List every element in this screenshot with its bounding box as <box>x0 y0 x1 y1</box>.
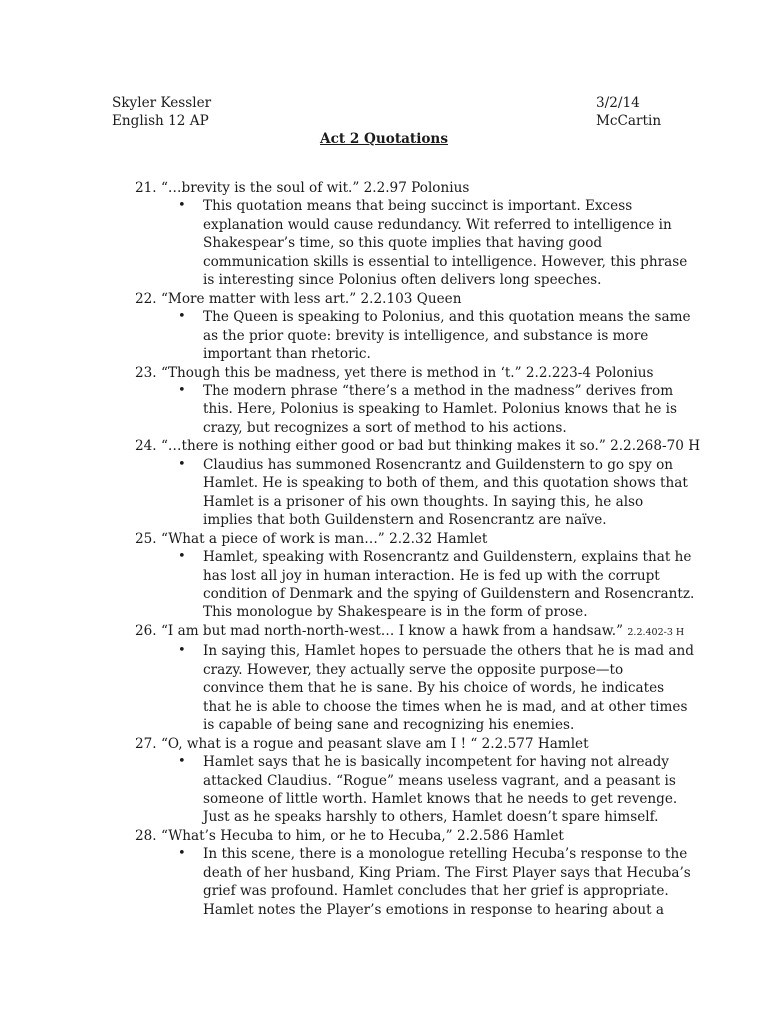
quotation-line <box>135 735 665 753</box>
quotation-text: “…there is nothing either good or bad but thinking makes it so.” 2.2.268-70 H <box>160 438 701 455</box>
analysis-line: has lost all joy in human interaction. He is fed up with the corrupt <box>203 567 660 584</box>
bullet-icon: • <box>178 549 186 565</box>
analysis-line: Just as he speaks harshly to others, Hamlet doesn’t spare himself. <box>203 809 659 826</box>
quotation-line <box>135 179 665 197</box>
analysis-line: someone of little worth. Hamlet knows that he needs to get revenge. <box>203 790 678 807</box>
analysis-bullet <box>135 845 691 919</box>
analysis-line: crazy, but recognizes a sort of method to his actions. <box>203 419 567 436</box>
quotation-number: 24. <box>135 438 157 455</box>
bullet-icon: • <box>178 309 186 325</box>
analysis-line: attacked Claudius. “Rogue” means useless vagrant, and a peasant is <box>203 772 676 789</box>
quotation-number: 28. <box>135 827 157 844</box>
teacher-name: McCartin <box>596 113 662 129</box>
quotation-text: “I am but mad north-north-west… I know a hawk from a handsaw.” <box>160 622 624 639</box>
analysis-bullet <box>135 642 694 734</box>
analysis-line: explanation would cause redundancy. Wit referred to intelligence in <box>203 216 672 233</box>
quotation-text: “More matter with less art.” 2.2.103 Queen <box>160 290 462 307</box>
analysis-line: In this scene, there is a monologue retelling Hecuba’s response to the <box>203 846 688 863</box>
quotation-entry <box>135 622 694 735</box>
quotation-entry <box>135 735 678 827</box>
analysis-bullet <box>135 456 688 530</box>
analysis-line: The Queen is speaking to Polonius, and this quotation means the same <box>203 309 691 326</box>
quotation-entry <box>135 364 678 438</box>
analysis-line: This monologue by Shakespeare is in the form of prose. <box>203 604 588 621</box>
bullet-icon: • <box>178 754 186 770</box>
quotation-citation: 2.2.402-3 H <box>627 626 685 638</box>
quotation-line <box>135 364 665 382</box>
analysis-line: Hamlet notes the Player’s emotions in response to hearing about a <box>203 901 665 918</box>
analysis-line: In saying this, Hamlet hopes to persuade the others that he is mad and <box>203 643 694 660</box>
quotation-entry <box>135 827 691 919</box>
quotation-entry <box>135 290 691 364</box>
analysis-line: condition of Denmark and the spying of Guildenstern and Rosencrantz. <box>203 585 695 602</box>
analysis-line: crazy. However, they actually serve the opposite purpose—to <box>203 661 624 678</box>
quotation-number: 23. <box>135 364 157 381</box>
quotation-number: 27. <box>135 735 157 752</box>
analysis-line: implies that both Guildenstern and Rosencrantz are naïve. <box>203 512 607 529</box>
analysis-line: Hamlet says that he is basically incompetent for having not already <box>203 754 669 771</box>
quotation-line <box>135 827 665 845</box>
quotation-line <box>135 622 685 642</box>
quotation-line <box>135 437 701 455</box>
date: 3/2/14 <box>596 95 640 111</box>
quotation-text: “What a piece of work is man…” 2.2.32 Hamlet <box>160 530 488 547</box>
analysis-line: this. Here, Polonius is speaking to Hamlet. Polonius knows that he is <box>203 401 678 418</box>
bullet-icon: • <box>178 382 186 398</box>
analysis-line: is capable of being sane and recognizing his enemies. <box>203 717 575 734</box>
analysis-bullet <box>135 197 688 289</box>
quotation-number: 25. <box>135 530 157 547</box>
bullet-icon: • <box>178 456 186 472</box>
analysis-bullet <box>135 382 678 437</box>
bullet-icon: • <box>178 198 186 214</box>
analysis-line: convince them that he is sane. By his choice of words, he indicates <box>203 680 665 697</box>
analysis-line: that he is able to choose the times when he is mad, and at other times <box>203 698 688 715</box>
quotation-number: 21. <box>135 180 157 196</box>
bullet-icon: • <box>178 643 186 659</box>
quotation-entry <box>135 437 701 529</box>
quotation-entry <box>135 530 695 622</box>
course-name: English 12 AP <box>112 113 209 129</box>
analysis-line: Hamlet, speaking with Rosencrantz and Guildenstern, explains that he <box>203 549 692 566</box>
analysis-bullet <box>135 548 695 622</box>
quotation-entry <box>135 179 688 290</box>
quotation-text: “Though this be madness, yet there is method in ‘t.” 2.2.223-4 Polonius <box>160 364 654 381</box>
student-name: Skyler Kessler <box>112 95 212 111</box>
quotation-text: “What’s Hecuba to him, or he to Hecuba,” 2.2.586 Hamlet <box>160 827 564 844</box>
bullet-icon: • <box>178 846 186 862</box>
quotation-number: 26. <box>135 622 157 639</box>
analysis-line: important than rhetoric. <box>203 346 371 363</box>
analysis-line: as the prior quote: brevity is intelligence, and substance is more <box>203 327 649 344</box>
analysis-bullet <box>135 753 678 827</box>
analysis-line: death of her husband, King Priam. The First Player says that Hecuba’s <box>203 864 691 881</box>
analysis-bullet <box>135 308 691 363</box>
quotation-line <box>135 530 665 548</box>
page-title: Act 2 Quotations <box>320 131 448 147</box>
analysis-line: Hamlet is a prisoner of his own thoughts. In saying this, he also <box>203 493 644 510</box>
analysis-line: Claudius has summoned Rosencrantz and Guildenstern to go spy on <box>203 456 674 473</box>
quotation-number: 22. <box>135 290 157 307</box>
quotation-text: “O, what is a rogue and peasant slave am I ! “ 2.2.577 Hamlet <box>160 735 589 752</box>
analysis-line: grief was profound. Hamlet concludes that her grief is appropriate. <box>203 883 669 900</box>
quotation-text: “…brevity is the soul of wit.” 2.2.97 Polonius <box>160 180 470 196</box>
analysis-line: Hamlet. He is speaking to both of them, and this quotation shows that <box>203 475 688 492</box>
analysis-line: is interesting since Polonius often delivers long speeches. <box>203 272 602 289</box>
analysis-line: communication skills is essential to intelligence. However, this phrase <box>203 253 688 270</box>
analysis-line: The modern phrase “there’s a method in the madness” derives from <box>203 382 674 399</box>
quotation-list <box>135 179 701 919</box>
analysis-line: This quotation means that being succinct is important. Excess <box>203 198 633 215</box>
analysis-line: Shakespear’s time, so this quote implies that having good <box>203 235 603 252</box>
quotation-line <box>135 290 665 308</box>
